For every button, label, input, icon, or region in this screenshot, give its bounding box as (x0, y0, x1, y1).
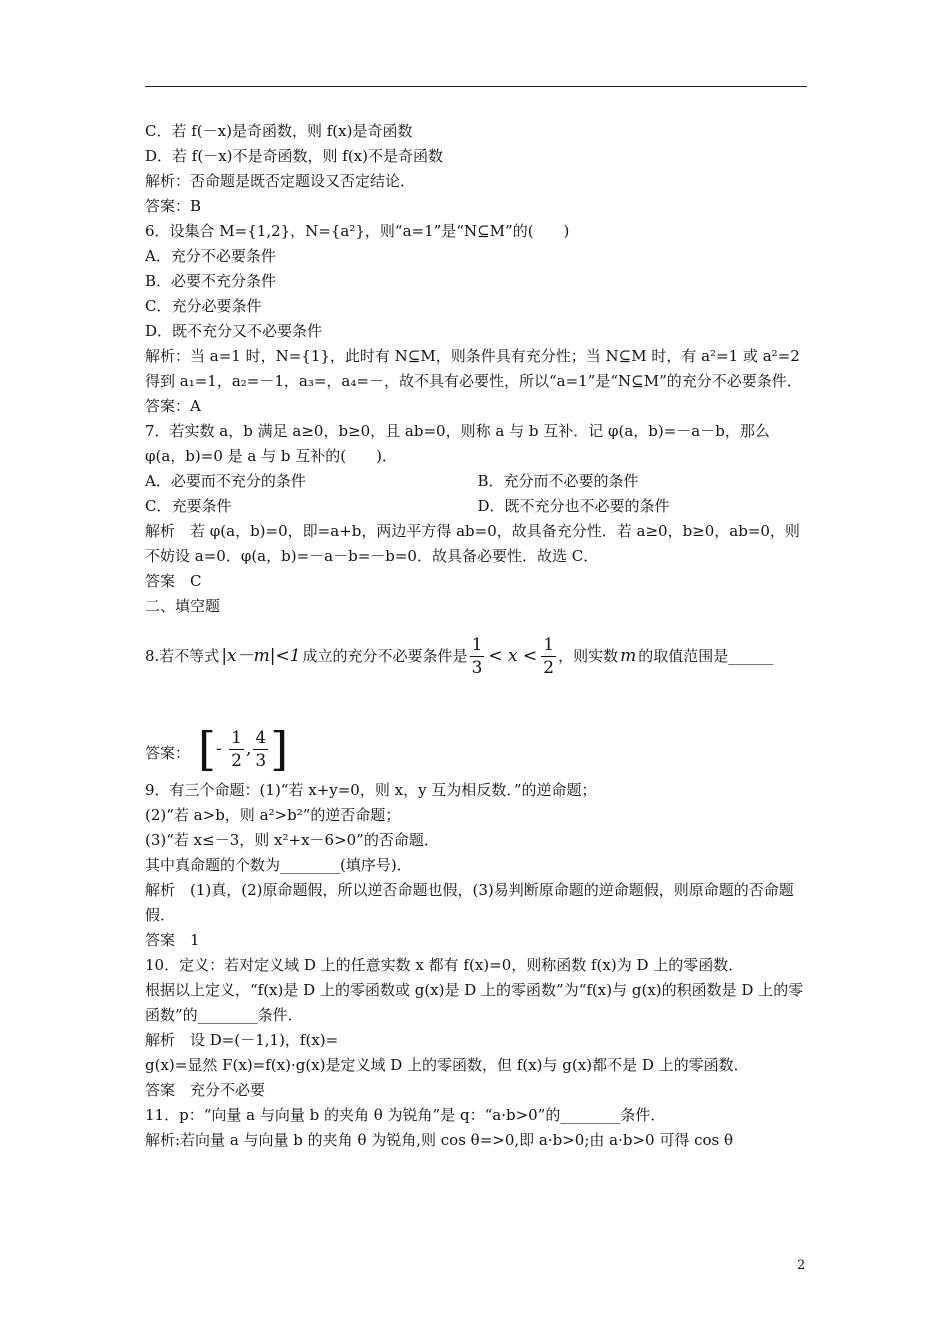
q8-variable: m (620, 645, 637, 666)
q8-fraction-right (541, 634, 556, 679)
analysis-q6: 解析：当 a=1 时，N={1}，此时有 N⊆M，则条件具有充分性；当 N⊆M 时，有 a²=1 或 a²=2 得到 a₁=1，a₂=－1，a₃=，a₄=－，故不具有必要性，所以“a=1”是“N⊆M”的充分不必要条件． (145, 347, 802, 390)
q6-option-d: D．既不充分又不必要条件 (145, 322, 323, 340)
option-d: D．若 f(－x)不是奇函数，则 f(x)不是奇函数 (145, 147, 443, 165)
q9-item-2: (2)“若 a>b，则 a²>b²”的逆否命题； (145, 806, 401, 824)
left-bracket: [ (198, 722, 216, 776)
q9-item-3: (3)“若 x≤－3，则 x²+x－6>0”的否命题． (145, 831, 439, 849)
question-9: 9．有三个命题：(1)“若 x+y=0，则 x，y 互为相反数．”的逆命题； (145, 781, 597, 799)
answer-q7: 答案 C (145, 572, 202, 590)
q7-option-a: A．必要而不充分的条件 (145, 472, 306, 490)
answer-q5: 答案：B (145, 197, 202, 215)
question-10: 10．定义：若对定义域 D 上的任意实数 x 都有 f(x)=0，则称函数 f(x)为 D 上的零函数． (145, 956, 744, 974)
q8-inequality: |x－m|<1 (221, 645, 301, 666)
q7-option-b: B．充分而不必要的条件 (477, 472, 639, 490)
interval-fraction-left (229, 727, 244, 772)
option-c: C．若 f(－x)是奇函数，则 f(x)是奇函数 (145, 122, 413, 140)
frac-num: 1 (231, 727, 242, 748)
frac-den: 3 (255, 750, 267, 771)
q8-middle: 成立的充分不必要条件是 (302, 646, 468, 665)
minus-sign: - (215, 738, 228, 759)
frac-den: 2 (543, 657, 555, 678)
frac-den: 3 (471, 657, 483, 678)
comma: , (245, 738, 252, 759)
q8-answer-interval (198, 722, 289, 776)
page-number: 2 (797, 1258, 806, 1273)
analysis-q9: 解析 (1)真，(2)原命题假，所以逆否命题也假，(3)易判断原命题的逆命题假，则原命题的否命题假． (145, 881, 794, 924)
q8-tail: 的取值范围是______ (638, 646, 774, 665)
q10-stem: 根据以上定义，“f(x)是 D 上的零函数或 g(x)是 D 上的零函数”为“f(x)与 g(x)的积函数是 D 上的零函数”的________条件． (145, 981, 804, 1024)
q6-option-b: B．必要不充分条件 (145, 272, 277, 290)
page-content (145, 119, 810, 1153)
question-6: 6．设集合 M={1,2}，N={a²}，则“a=1”是“N⊆M”的( ) (145, 222, 570, 240)
q7-options-row-2 (145, 494, 810, 519)
answer-q8 (145, 691, 810, 776)
analysis-q10-line-2: g(x)=显然 F(x)=f(x)·g(x)是定义域 D 上的零函数，但 f(x)与 g(x)都不是 D 上的零函数． (145, 1056, 749, 1074)
q6-option-a: A．充分不必要条件 (145, 247, 276, 265)
question-11: 11．p：“向量 a 与向量 b 的夹角 θ 为锐角”是 q：“a·b>0”的________条件． (145, 1106, 666, 1124)
q7-option-d: D．既不充分也不必要的条件 (477, 497, 670, 515)
q7-options-row-1 (145, 469, 810, 494)
frac-num: 1 (543, 634, 555, 655)
frac-num: 1 (471, 634, 483, 655)
q7-option-c: C．充要条件 (145, 497, 232, 515)
q8-relation: < x < (488, 645, 538, 666)
q8-answer-label: 答案： (145, 744, 191, 762)
header-rule (145, 86, 807, 87)
right-bracket: ] (270, 722, 289, 776)
q8-prefix: 8.若不等式 (145, 646, 220, 665)
analysis-q10-line-1: 解析 设 D=(－1,1)，f(x)= (145, 1031, 339, 1049)
question-8 (145, 621, 810, 691)
q8-fraction-left (470, 634, 485, 679)
q6-option-c: C．充分必要条件 (145, 297, 262, 315)
answer-q10: 答案 充分不必要 (145, 1081, 266, 1099)
q8-suffix: ，则实数 (558, 646, 619, 665)
interval-fraction-right (253, 727, 268, 772)
analysis-q11: 解析:若向量 a 与向量 b 的夹角 θ 为锐角,则 cos θ=>0,即 a·b>0;由 a·b>0 可得 cos θ (145, 1131, 734, 1149)
frac-num: 4 (255, 727, 267, 748)
section-heading: 二、填空题 (145, 597, 221, 615)
question-7: 7．若实数 a，b 满足 a≥0，b≥0，且 ab=0，则称 a 与 b 互补．记 φ(a，b)=－a－b，那么 φ(a，b)=0 是 a 与 b 互补的( )． (145, 422, 770, 465)
q9-prompt: 其中真命题的个数为________(填序号)． (145, 856, 412, 874)
analysis-q5: 解析：否命题是既否定题设又否定结论． (145, 172, 416, 190)
frac-den: 2 (231, 750, 242, 771)
analysis-q7: 解析 若 φ(a，b)=0，即=a+b，两边平方得 ab=0，故具备充分性．若 a≥0，b≥0，ab=0，则不妨设 a=0．φ(a，b)=－a－b=－b=0．故具备必要性．故选 C． (145, 522, 800, 565)
answer-q6: 答案：A (145, 397, 201, 415)
answer-q9: 答案 1 (145, 931, 200, 949)
